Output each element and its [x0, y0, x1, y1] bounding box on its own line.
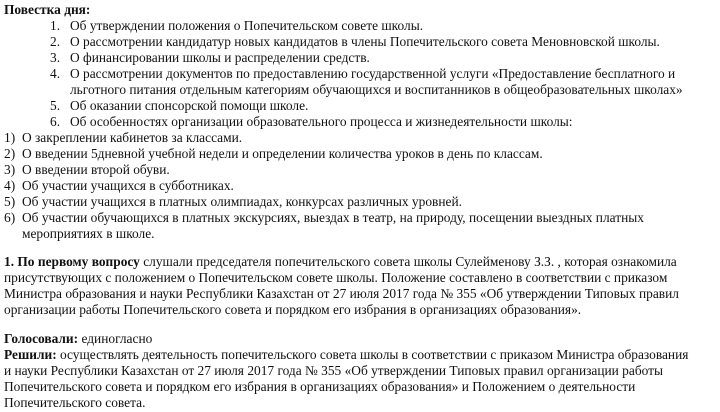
first-question-text: организации работы Попечительского совета и порядком его избрания в организациях образования».	[4, 302, 582, 317]
subitem-num: 4)	[4, 178, 16, 193]
agenda-title: Повестка дня:	[4, 2, 91, 17]
agenda-item-text: О финансировании школы и распределении средств.	[70, 50, 370, 65]
subitem-text: Об участии учащихся в платных олимпиадах, конкурсах различных уровней.	[22, 194, 462, 209]
vote-value: единогласно	[78, 331, 153, 346]
agenda-item-num: 5.	[50, 98, 61, 113]
subitem-text: О введении 5дневной учебной недели и определении количества уроков в день по классам.	[22, 146, 543, 161]
agenda-item-text: Об оказании спонсорской помощи школе.	[70, 98, 309, 113]
subitem-text: О закреплении кабинетов за классами.	[22, 130, 243, 145]
agenda-item-num: 2.	[50, 34, 61, 49]
agenda-item-num: 1.	[50, 18, 61, 33]
subitem-text-continuation: мероприятиях в школе.	[22, 226, 155, 241]
subitem-num: 2)	[4, 146, 16, 161]
first-question-text: слушали председателя попечительского совета школы Сулейменову З.З. , которая ознакомила	[139, 254, 677, 269]
subitem-num: 6)	[4, 210, 16, 225]
subitem-num: 3)	[4, 162, 16, 177]
decision-text: Попечительского совета и порядком его избрания в организациях образования» и Положением о деятельности	[4, 379, 636, 394]
first-question-label: 1. По первому вопросу	[4, 254, 140, 269]
agenda-item-text: Об утверждении положения о Попечительском совете школы.	[70, 18, 424, 33]
decision-line	[4, 347, 688, 363]
subitem-text: Об участии обучающихся в платных экскурсиях, выездах в театр, на природу, посещении выездных платных	[22, 210, 644, 225]
subitem-text: Об участии учащихся в субботниках.	[22, 178, 234, 193]
subitem-num: 1)	[4, 130, 16, 145]
subitem-num: 5)	[4, 194, 16, 209]
decision-text: и науки Республики Казахстан от 27 июля 2017 года № 355 «Об утверждении Типовых правил организации работы	[4, 363, 664, 378]
agenda-item-num: 3.	[50, 50, 61, 65]
agenda-item-text: Об особенностях организации образовательного процесса и жизнедеятельности школы:	[70, 114, 573, 129]
first-question-text: присутствующих с положением о Попечительском совете школы. Положение составлено в соответствии с приказом	[4, 270, 668, 285]
decision-label: Решили:	[4, 347, 57, 362]
agenda-item-num: 6.	[50, 114, 61, 129]
decision-text: осуществлять деятельность попечительского совета школы в соответствии с приказом Министра образования	[56, 347, 689, 362]
first-question-text: Министра образования и науки Республики Казахстан от 27 июля 2017 года № 355 «Об утверждении Типовых правил	[4, 286, 679, 301]
agenda-item-text: О рассмотрении кандидатур новых кандидатов в члены Попечительского совета Меновновской школы.	[70, 34, 660, 49]
vote-label: Голосовали:	[4, 331, 79, 346]
vote-line	[4, 331, 152, 347]
subitem-text: О введении второй обуви.	[22, 162, 170, 177]
decision-text: Попечительского совета.	[4, 395, 146, 410]
agenda-item-num: 4.	[50, 66, 61, 81]
agenda-item-text-continuation: льготного питания отдельным категориям обучающихся и воспитанников в общеобразовательных школах»	[70, 82, 683, 97]
agenda-item-text: О рассмотрении документов по предоставлению государственной услуги «Предоставление бесплатного и	[70, 66, 676, 81]
first-question-line	[4, 254, 677, 270]
